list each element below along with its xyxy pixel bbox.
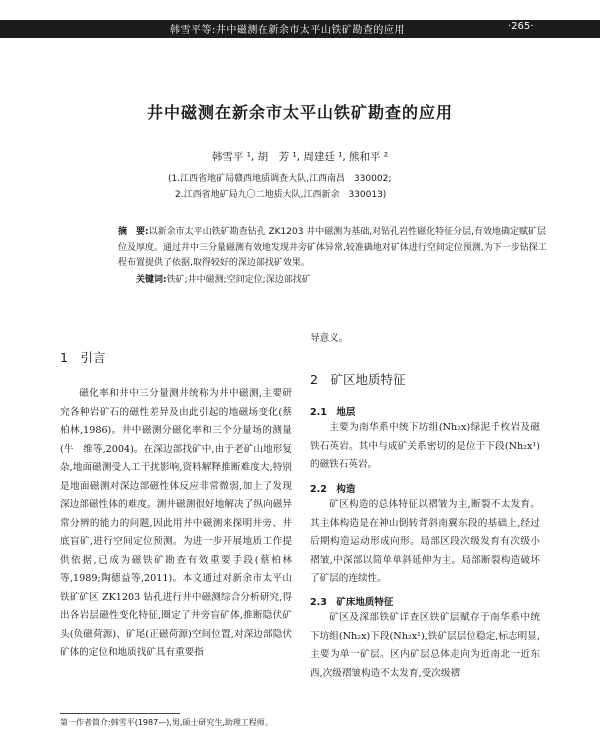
running-title: 韩雪平等:井中磁测在新余市太平山铁矿勘查的应用: [170, 25, 405, 36]
strata-text-block: [310, 419, 540, 475]
keywords-label: 关键词:: [136, 275, 167, 285]
paper-title: 井中磁测在新余市太平山铁矿勘查的应用: [146, 103, 453, 122]
intro-paragraph: 磁化率和井中三分量测井统称为井中磁测,主要研究各种岩矿石的磁性差异及由此引起的地磁场变化(蔡柏林,1986)。井中磁测分磁化率和三个分量场的测量(牛 维等,2004)。在深边部找矿中,由于老矿山地形复杂,地面磁测受人工干扰影响,资料解释推断难度大,特别是地面磁测对深边部磁性体反应非常微弱,加上了发现深边部磁性体的难度。测井磁测很好地解决了纵向磁异常分辨的能力的问题,因此用井中磁测来探明井旁、井底盲矿,进行空间定位预测。为进一步开展地质工作提供依据,已成为磁铁矿勘查有效重要手段(蔡柏林等,1989;陶德益等,2011)。本文通过对新余市太平山铁矿矿区 ZK1203 钻孔进行井中磁测综合分析研究,得出各岩层磁性变化特征,圈定了井旁盲矿体,推断隐伏矿头(负磁荷源)、矿尾(正磁荷源)空间位置,对深边部隐伏矿体的定位和地质找矿具有重要指: [60, 388, 292, 658]
continued-text: [310, 330, 540, 349]
deposit-text-block: [310, 609, 540, 683]
subheading-strata: 2.1 地层: [310, 407, 356, 418]
structure-text-block: [310, 496, 540, 589]
strata-text: 主要为南华系中统下坊组(Nh₂x)绿泥千枚岩及磁铁石英岩。其中与成矿关系密切的是位于下段(Nh₂x¹)的磁铁石英岩。: [310, 422, 540, 470]
keywords-text: 铁矿;井中磁测;空间定位;深边部找矿: [166, 275, 311, 285]
section-heading-intro: 1 引言: [60, 350, 106, 365]
structure-text: 矿区构造的总体特征以褶皱为主,断裂不太发育。其主体构造是在神山倒转背斜南翼东段的基础上,经过后期构造运动形成向形。局部区段次级发育有次级小褶皱,中深部以简单单斜延伸为主。局部断裂构造破坏了矿层的连续性。: [310, 499, 540, 584]
subheading-structure: 2.2 构造: [310, 484, 356, 495]
footnote: 第一作者简介:韩雪平(1987—),男,硕士研究生,助理工程师。: [60, 718, 273, 727]
subheading-deposit: 2.3 矿床地质特征: [310, 597, 394, 608]
affiliation-1: (1.江西省地矿局赣西地质调查大队,江西南昌 330002;: [168, 174, 392, 184]
page-number: ·265·: [508, 21, 534, 32]
keywords: [136, 272, 550, 285]
abstract-text: 以新余市太平山铁矿勘查钻孔 ZK1203 井中磁测为基础,对钻孔岩性磁化特征分层,有效地确定赋矿层位及厚度。通过井中三分量磁测有效地发现井旁矿体异常,较准确地对矿体进行空间定位预测,为下一步钻探工程布置提供了依据,取得较好的深边部找矿效果。: [118, 227, 547, 268]
authors: 韩雪平 ¹, 胡 芳 ¹, 周建廷 ¹, 熊和平 ²: [211, 151, 389, 163]
footnote-divider: [60, 713, 180, 714]
intro-column: [60, 385, 292, 663]
section-heading-geology: 2 矿区地质特征: [310, 372, 406, 387]
affiliation-2: 2.江西省地矿局九〇二地质大队,江西新余 330013): [175, 190, 387, 200]
deposit-text: 矿区及深部铁矿详查区铁矿层赋存于南华系中统下坊组(Nh₂x)下段(Nh₂x¹),铁矿层层位稳定,标志明显,主要为单一矿层。区内矿层总体走向为近南北一近东西,次级褶皱构造不太发育,受次级褶: [310, 612, 540, 679]
continued-line: 导意义。: [310, 333, 349, 344]
abstract-label: 摘 要:: [118, 227, 149, 237]
abstract: [118, 225, 550, 272]
